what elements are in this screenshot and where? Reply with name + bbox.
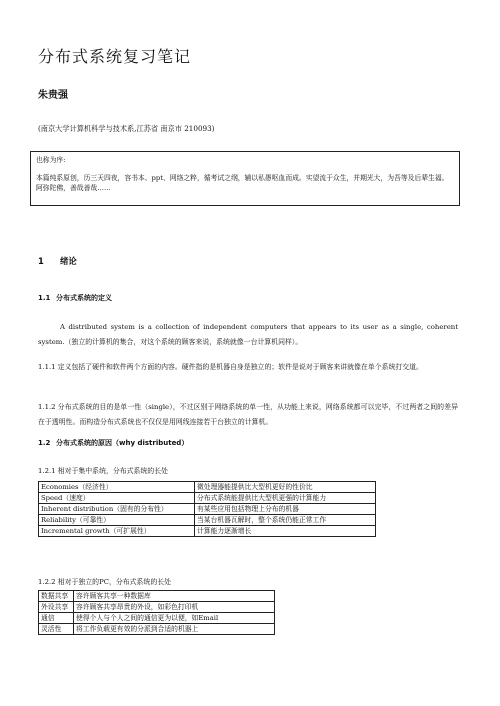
subsection-number: 1.1: [38, 294, 51, 302]
subsection-title: 分布式系统的原因（why distributed）: [56, 439, 189, 447]
section-1-2-heading: [38, 438, 188, 448]
table-cell: 容许顾客共享一种数据库: [74, 591, 275, 602]
table-cell: 计算能力逐渐增长: [195, 526, 376, 537]
table-cell: Incremental growth（可扩展性）: [39, 526, 195, 537]
document-title: 分布式系统复习笔记: [38, 47, 192, 66]
definition-paragraph: A distributed system is a collection of independent computers that appears to its user as a single, coherent system.（独立的计算机的集合，对这个系统的顾客来说，系统就像一台计算机同样）。: [38, 323, 458, 346]
table-cell: 有某些应用包括物理上分布的机器: [195, 504, 376, 515]
preface-box: [30, 151, 460, 206]
table-row: [39, 602, 275, 613]
subsection-title: 分布式系统的定义: [56, 294, 112, 302]
affiliation: (南京大学计算机科学与技术系,江苏省 南京市 210093): [38, 124, 215, 133]
paragraph-1-1-2: 1.1.2 分布式系统的目的是单一性（single），不过区别于网络系统的单一性，从功能上来说，网络系统都可以完毕，不过两者之间的差异在于透明性。而构造分布式系统也不仅仅是用网线连接若干台独立的计算机。: [38, 403, 458, 426]
table-row: [39, 624, 275, 635]
table-row: [39, 504, 376, 515]
table-cell: Speed（速度）: [39, 493, 195, 504]
centralized-advantages-table: [38, 481, 376, 537]
table-cell: 数据共享: [39, 591, 74, 602]
table-row: [39, 613, 275, 624]
preface-text: 本篇纯系原创，历三天四夜，容书本、ppt、网络之粹，循考试之纲，辅以私愚呕血而成。实望流于众生，并期光大，为吾等及后辈生福。阿弥陀佛，善哉善哉……: [36, 174, 449, 192]
table-cell: Inherent distribution（固有的分布性）: [39, 504, 195, 515]
preface-heading: 也称为序:: [36, 156, 66, 164]
section-1-1-heading: [38, 293, 112, 303]
table-cell: 外设共享: [39, 602, 74, 613]
table-cell: Economies（经济性）: [39, 482, 195, 493]
table-cell: 灵活性: [39, 624, 74, 635]
table-cell: 微处理器能提供比大型机更好的性价比: [195, 482, 376, 493]
table-row: [39, 526, 376, 537]
table-row: [39, 493, 376, 504]
table-row: [39, 482, 376, 493]
table-row: [39, 515, 376, 526]
table-cell: 使得个人与个人之间的通信更为以便，如Email: [74, 613, 275, 624]
section-title: 绪论: [60, 256, 77, 266]
subsection-1-2-1: 1.2.1 相对于集中系统，分布式系统的长处: [38, 467, 168, 475]
table-cell: 通信: [39, 613, 74, 624]
section-1-heading: [38, 255, 77, 267]
table-cell: 分布式系统能提供比大型机更强的计算能力: [195, 493, 376, 504]
paragraph-1-1-1: 1.1.1 定义包括了硬件和软件两个方面的内容。硬件指的是机器自身是独立的；软件是说对于顾客来讲就像在单个系统打交道。: [38, 363, 423, 371]
table-cell: Reliability（可靠性）: [39, 515, 195, 526]
pc-advantages-table: [38, 590, 275, 635]
subsection-number: 1.2: [38, 439, 51, 447]
table-row: [39, 591, 275, 602]
subsection-1-2-2: 1.2.2 相对于独立的PC，分布式系统的长处: [38, 578, 171, 586]
table-cell: 将工作负载更有效的分派到合适的机器上: [74, 624, 275, 635]
table-cell: 当某台机器瓦解时，整个系统仍能正常工作: [195, 515, 376, 526]
author-name: 朱贵强: [38, 90, 68, 101]
section-number: 1: [38, 256, 44, 266]
table-cell: 容许顾客共享昂贵的外设，如彩色打印机: [74, 602, 275, 613]
